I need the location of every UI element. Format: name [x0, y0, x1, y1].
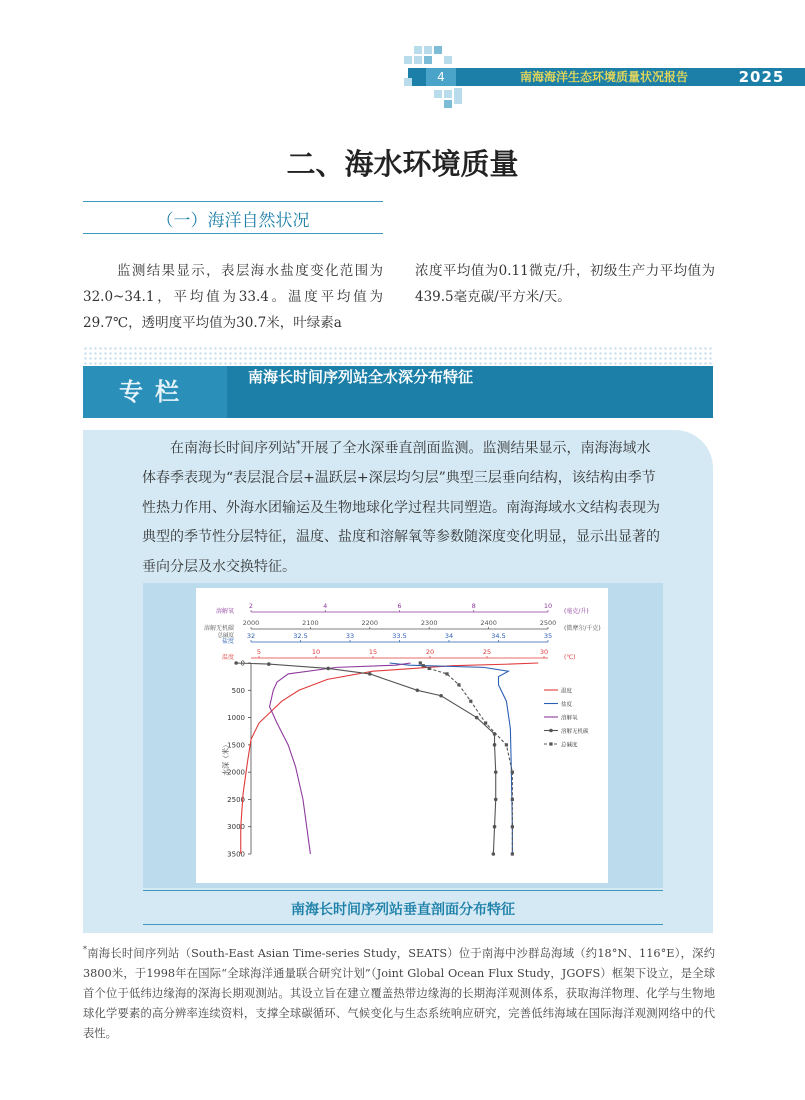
decor-square: [434, 46, 442, 54]
axis-tick-label: 33: [345, 632, 355, 640]
axis-tick-label: 2200: [361, 619, 379, 627]
axis-tick-label: 6: [397, 602, 402, 610]
intro-left-column: 监测结果显示，表层海水盐度变化范围为32.0~34.1，平均值为33.4。温度平均值为29.7℃，透明度平均值为30.7米，叶绿素a: [83, 263, 383, 331]
caption-rule-top: [143, 890, 663, 891]
series-line-4: [420, 663, 512, 854]
axis-tick-label: 2: [248, 602, 254, 610]
series-point: [267, 662, 271, 666]
legend-label-0: 温度: [561, 688, 573, 695]
y-axis-label: 水深（米）: [222, 741, 230, 776]
y-tick-label: 2500: [227, 795, 245, 804]
axis-tick-label: 35: [543, 632, 553, 640]
intro-right-column: 浓度平均值为0.11微克/升，初级生产力平均值为439.5毫克碳/平方米/天。: [415, 263, 715, 305]
axis-tick-label: 8: [471, 602, 476, 610]
series-point: [475, 716, 479, 720]
series-point: [493, 825, 497, 829]
section-title: （一）海洋自然状况: [156, 211, 310, 231]
axis-tick-label: 2000: [242, 619, 260, 627]
series-point: [439, 694, 443, 698]
axis-label-2: 盐度: [221, 638, 234, 645]
axis-unit-3: (℃): [564, 654, 576, 661]
series-point: [484, 721, 487, 724]
series-point: [326, 667, 330, 671]
axis-tick-label: 10: [543, 602, 553, 610]
column-text-pre: 在南海长时间序列站: [170, 440, 296, 457]
series-point: [511, 852, 514, 855]
legend-label-3: 溶解无机碳: [561, 729, 589, 735]
footnote-text: 南海长时间序列站（South-East Asian Time-series Study，SEATS）位于南海中沙群岛海域（约18°N、116°E），深约3800米，于1998年在国际“全球海洋通量联合研究计划”（Joint Global Ocean Flux Study，JGOFS）框架下设立，是全球首个位于低纬边缘海的深海长期观测站。其设立旨在建立覆盖热带边缘海的长期海洋观测体系，获取海洋物理、化学与生物地球化学要素的高分辨率连续资料，支撑全球碳循环、气候变化与生态系统响应研究，完善低纬海域在国际海洋观测网络中的代表性。: [83, 946, 715, 1040]
figure-caption: 南海长时间序列站垂直剖面分布特征: [291, 902, 515, 918]
decor-square: [414, 46, 422, 54]
decor-square: [404, 78, 412, 86]
axis-label-0: 溶解氧: [215, 608, 234, 615]
legend-marker: [549, 742, 552, 745]
axis-unit-1: (微摩尔/千克): [564, 625, 601, 632]
report-title: 南海海洋生态环境质量状况报告: [520, 70, 689, 84]
series-line-2: [270, 663, 411, 854]
y-tick-label: 1000: [227, 714, 245, 723]
decor-square: [444, 90, 452, 98]
decor-square: [444, 56, 452, 64]
series-point: [511, 825, 514, 828]
series-point: [494, 798, 498, 802]
y-tick-label: 3000: [227, 823, 245, 832]
series-point: [234, 661, 238, 665]
series-point: [505, 743, 508, 746]
chapter-title: 二、海水环境质量: [286, 147, 519, 181]
series-point: [511, 798, 514, 801]
section-rule-bottom: [83, 233, 383, 234]
series-line-3: [236, 663, 496, 854]
axis-label-1: 溶解无机碳: [203, 625, 234, 632]
y-tick-label: 500: [231, 686, 245, 695]
report-year: 2025: [718, 68, 805, 86]
series-point: [416, 688, 420, 692]
axis-label-1-b: 总碱度: [217, 633, 234, 639]
footnote-mark: *: [83, 945, 87, 954]
page-number: 4: [426, 68, 456, 86]
axis-tick-label: 32: [246, 632, 256, 640]
axis-tick-label: 10: [311, 648, 321, 656]
axis-tick-label: 2300: [420, 619, 438, 627]
series-point: [445, 672, 448, 675]
legend-label-1: 盐度: [561, 702, 573, 708]
axis-tick-label: 32.5: [293, 632, 308, 640]
axis-tick-label: 2500: [539, 619, 557, 627]
y-tick-label: 2000: [227, 768, 245, 777]
series-point: [428, 667, 431, 670]
axis-tick-label: 20: [425, 648, 435, 656]
dotted-band: [83, 346, 713, 366]
series-point: [492, 852, 496, 856]
axis-tick-label: 34: [444, 632, 454, 640]
decor-square: [454, 88, 462, 96]
decor-square: [424, 56, 432, 64]
decor-square: [404, 56, 412, 64]
column-text-post: 开展了全水深垂直剖面监测。监测结果显示，南海海域水体春季表现为“表层混合层+温跃层+深层均匀层”典型三层垂向结构，该结构由季节性热力作用、外海水团输运及生物地球化学过程共同塑造。南海海域水文结构表现为典型的季节性分层特征，温度、盐度和溶解氧等参数随深度变化明显，显示出显著的垂向分层及水交换特征。: [142, 440, 660, 575]
decor-square: [444, 100, 452, 108]
series-point: [422, 664, 425, 667]
axis-tick-label: 2100: [302, 619, 319, 627]
y-tick-label: 1500: [227, 741, 245, 750]
legend-label-4: 总碱度: [561, 742, 578, 749]
series-point: [511, 771, 514, 774]
section-rule-top: [83, 201, 383, 202]
profile-chart: [196, 588, 608, 883]
column-label: 专栏: [83, 366, 227, 418]
profile-chart-svg: [196, 588, 608, 883]
axis-tick-label: 25: [482, 648, 492, 656]
legend-label-2: 溶解氧: [561, 715, 578, 722]
axis-unit-0: (毫克/升): [564, 608, 589, 615]
axis-tick-label: 2400: [480, 619, 497, 627]
series-point: [419, 661, 422, 664]
column-body-text: [142, 431, 662, 582]
y-tick-label: 3500: [227, 850, 245, 859]
axis-label-3: 温度: [221, 654, 234, 661]
axis-tick-label: 33.5: [392, 632, 407, 640]
series-point: [469, 700, 472, 703]
legend-marker: [549, 729, 553, 733]
decor-square: [414, 56, 422, 64]
decor-square: [434, 90, 442, 98]
footnote: [83, 940, 715, 1044]
series-point: [493, 743, 497, 747]
footnote-marker: *: [296, 440, 301, 450]
column-title: 南海长时间序列站全水深分布特征: [248, 368, 474, 386]
axis-tick-label: 5: [256, 648, 262, 656]
series-point: [368, 672, 372, 676]
decor-square: [454, 96, 462, 104]
decor-square: [424, 46, 432, 54]
y-tick-label: 0: [240, 659, 245, 668]
axis-tick-label: 4: [323, 602, 328, 610]
axis-tick-label: 15: [368, 648, 378, 656]
axis-tick-label: 34.5: [491, 632, 506, 640]
series-point: [457, 683, 460, 686]
axis-tick-label: 30: [539, 648, 549, 656]
caption-rule-bottom: [143, 924, 663, 925]
series-point: [494, 770, 498, 774]
